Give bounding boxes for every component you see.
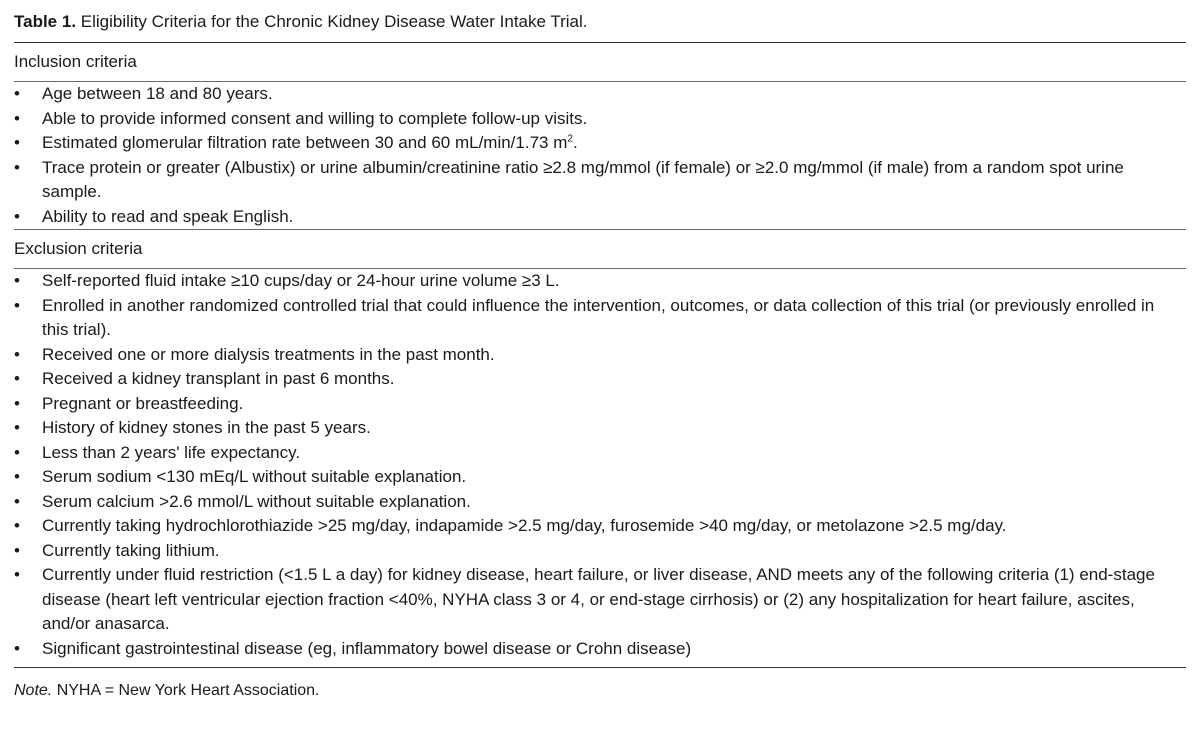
exclusion-heading: Exclusion criteria (14, 239, 143, 258)
inclusion-list (14, 82, 1186, 229)
note-text: NYHA = New York Heart Association. (52, 682, 320, 699)
list-item: • Ability to read and speak English. (14, 205, 1186, 230)
bullet-icon: • (14, 638, 20, 658)
bullet-icon: • (14, 206, 20, 226)
list-item: • Currently taking lithium. (14, 539, 1186, 564)
bullet-icon: • (14, 271, 20, 290)
bullet-icon: • (14, 565, 20, 584)
bullet-icon: • (14, 133, 20, 152)
list-item: • Currently taking hydrochlorothiazide >25 mg/day, indapamide >2.5 mg/day, furosemide >40 mg/day, or metolazone >2.5 mg/day. (14, 514, 1186, 539)
list-item: • Less than 2 years' life expectancy. (14, 441, 1186, 466)
table-title: Eligibility Criteria for the Chronic Kidney Disease Water Intake Trial. (80, 12, 588, 31)
list-item: • Received one or more dialysis treatments in the past month. (14, 343, 1186, 368)
list-item: • Serum calcium >2.6 mmol/L without suitable explanation. (14, 490, 1186, 515)
list-item: • Serum sodium <130 mEq/L without suitable explanation. (14, 465, 1186, 490)
list-item: • Received a kidney transplant in past 6 months. (14, 367, 1186, 392)
bullet-icon: • (14, 84, 20, 103)
list-item: • Currently under fluid restriction (<1.5 L a day) for kidney disease, heart failure, or liver disease, AND meets any of the following criteria (1) end-stage disease (heart left ventricular ejection fraction <40%, NYHA class 3 or 4, or end-stage cirrhosis) or (2) any hospitalization for heart failure, ascites, and/or anasarca. (14, 565, 1155, 633)
superscript: 2 (567, 133, 573, 145)
bullet-icon: • (14, 467, 20, 486)
list-item: • Significant gastrointestinal disease (eg, inflammatory bowel disease or Crohn disease) (14, 637, 1186, 662)
list-item: • History of kidney stones in the past 5 years. (14, 416, 1186, 441)
bullet-icon: • (14, 418, 20, 437)
list-item: • Age between 18 and 80 years. (14, 82, 1186, 107)
note-label: Note. (14, 682, 53, 699)
exclusion-list (14, 269, 1186, 661)
list-item: • Able to provide informed consent and willing to complete follow-up visits. (14, 107, 1186, 132)
list-item: • Self-reported fluid intake ≥10 cups/day or 24-hour urine volume ≥3 L. (14, 269, 1186, 294)
bullet-icon: • (14, 108, 20, 128)
table-note (14, 668, 1186, 702)
list-item: • Estimated glomerular filtration rate between 30 and 60 mL/min/1.73 $m^2$. (14, 131, 1186, 156)
list-item: • Enrolled in another randomized controlled trial that could influence the intervention, outcomes, or data collection of this trial (or previously enrolled in this trial). (14, 295, 1155, 339)
bullet-icon: • (14, 369, 20, 388)
bullet-icon: • (14, 540, 20, 560)
eligibility-table (14, 10, 1186, 702)
bullet-icon: • (14, 157, 20, 177)
bullet-icon: • (14, 442, 20, 462)
table-label: Table 1. (14, 12, 77, 31)
bullet-icon: • (14, 516, 20, 535)
bullet-icon: • (14, 491, 20, 511)
bullet-icon: • (14, 295, 20, 315)
inclusion-heading: Inclusion criteria (14, 52, 137, 71)
list-item: • Trace protein or greater (Albustix) or urine albumin/creatinine ratio ≥2.8 mg/mmol (if female) or ≥2.0 mg/mmol (if male) from a random spot urine sample. (14, 157, 1124, 201)
table-caption (14, 10, 1186, 36)
list-item: • Pregnant or breastfeeding. (14, 392, 1186, 417)
bullet-icon: • (14, 393, 20, 413)
bullet-icon: • (14, 344, 20, 364)
